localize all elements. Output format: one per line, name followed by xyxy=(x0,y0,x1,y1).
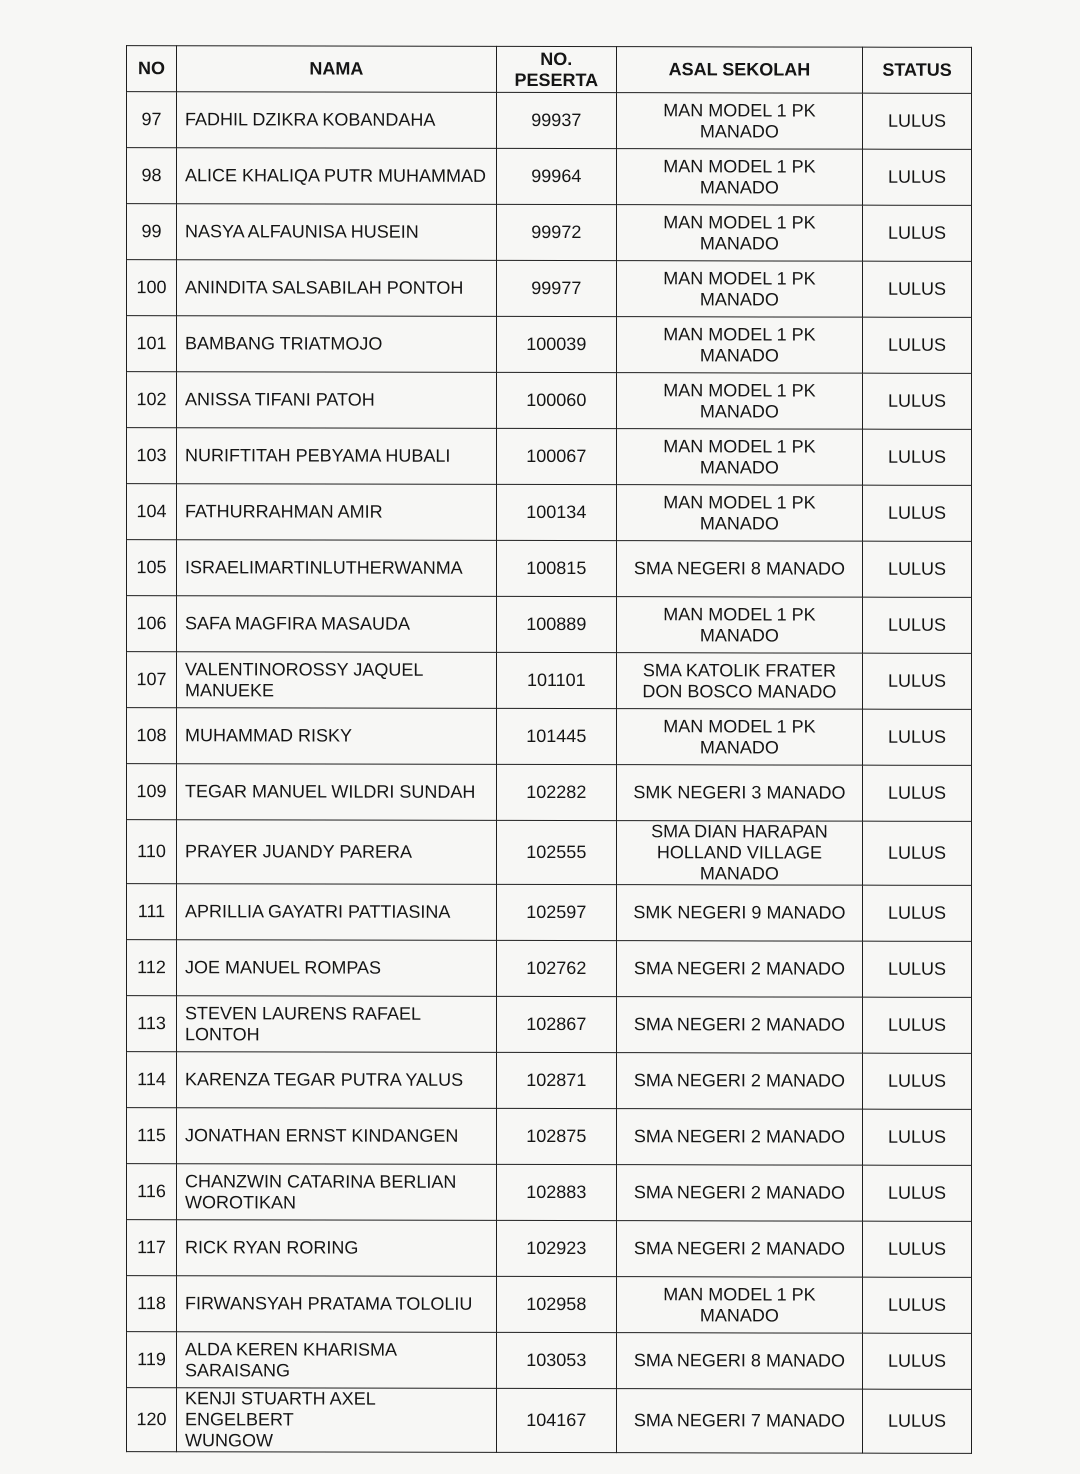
cell-nama-line: LONTOH xyxy=(184,1023,260,1044)
cell-no-peserta: 102555 xyxy=(496,820,616,884)
cell-asal-sekolah-line: MANADO xyxy=(699,624,779,645)
table-row xyxy=(127,1164,972,1222)
cell-no: 109 xyxy=(127,764,177,820)
cell-nama xyxy=(176,1220,496,1277)
cell-nama xyxy=(176,1332,496,1389)
cell-nama-line: NASYA ALFAUNISA HUSEIN xyxy=(184,221,419,242)
cell-nama xyxy=(176,652,496,709)
cell-asal-sekolah xyxy=(616,941,862,998)
cell-no-peserta: 99964 xyxy=(496,148,616,204)
cell-asal-sekolah xyxy=(616,1109,862,1166)
cell-no-peserta: 102597 xyxy=(496,884,616,940)
cell-status: LULUS xyxy=(863,765,972,821)
cell-nama-line: APRILLIA GAYATRI PATTIASINA xyxy=(184,901,451,922)
cell-no-peserta: 99937 xyxy=(496,92,616,148)
cell-no-peserta: 102871 xyxy=(496,1052,616,1108)
cell-asal-sekolah xyxy=(616,709,862,766)
cell-nama-line: SARAISANG xyxy=(184,1359,291,1380)
cell-status: LULUS xyxy=(863,1389,972,1453)
cell-asal-sekolah xyxy=(616,317,862,374)
cell-no: 102 xyxy=(127,372,177,428)
cell-asal-sekolah-line: MAN MODEL 1 PK xyxy=(663,715,816,737)
cell-asal-sekolah xyxy=(616,653,862,710)
cell-status: LULUS xyxy=(863,941,972,997)
cell-asal-sekolah xyxy=(616,1277,862,1334)
cell-asal-sekolah-line: MANADO xyxy=(699,736,779,757)
cell-nama xyxy=(176,820,496,885)
cell-asal-sekolah-line: MAN MODEL 1 PK xyxy=(663,1283,816,1305)
cell-asal-sekolah xyxy=(616,765,862,822)
cell-no: 111 xyxy=(127,884,177,940)
cell-status: LULUS xyxy=(863,1221,972,1277)
table-row xyxy=(127,92,972,150)
cell-no-peserta: 103053 xyxy=(496,1332,616,1388)
table-row xyxy=(127,1388,972,1454)
cell-asal-sekolah-line: HOLLAND VILLAGE xyxy=(656,842,822,863)
cell-asal-sekolah-line: MANADO xyxy=(699,456,779,477)
cell-no: 100 xyxy=(127,260,177,316)
cell-no-peserta: 100815 xyxy=(496,540,616,596)
cell-asal-sekolah-line: MANADO xyxy=(699,400,779,421)
cell-status: LULUS xyxy=(863,821,972,885)
cell-nama xyxy=(176,540,496,597)
cell-asal-sekolah-line: MAN MODEL 1 PK xyxy=(663,435,816,457)
cell-nama-line: SAFA MAGFIRA MASAUDA xyxy=(184,613,411,634)
cell-nama-line: VALENTINOROSSY JAQUEL xyxy=(184,658,424,680)
cell-asal-sekolah-line: SMA NEGERI 7 MANADO xyxy=(633,1410,845,1431)
cell-nama-line: NURIFTITAH PEBYAMA HUBALI xyxy=(184,445,451,466)
cell-nama xyxy=(176,1052,496,1109)
cell-asal-sekolah-line: MAN MODEL 1 PK xyxy=(663,379,816,401)
cell-status: LULUS xyxy=(863,1053,972,1109)
cell-asal-sekolah xyxy=(616,373,862,430)
cell-status: LULUS xyxy=(863,485,972,541)
header-no-peserta xyxy=(496,46,616,92)
cell-nama-line: FIRWANSYAH PRATAMA TOLOLIU xyxy=(184,1293,473,1314)
cell-no: 116 xyxy=(127,1164,177,1220)
cell-no: 103 xyxy=(127,428,177,484)
cell-status: LULUS xyxy=(863,541,972,597)
cell-status: LULUS xyxy=(863,1277,972,1333)
cell-nama-line: MUHAMMAD RISKY xyxy=(184,725,352,746)
cell-no-peserta: 101445 xyxy=(496,708,616,764)
cell-nama xyxy=(176,996,496,1053)
cell-no-peserta: 100039 xyxy=(496,316,616,372)
table-row xyxy=(127,652,972,710)
cell-nama-line: KARENZA TEGAR PUTRA YALUS xyxy=(184,1069,464,1090)
cell-nama-line: ALDA KEREN KHARISMA xyxy=(184,1338,398,1360)
table-row xyxy=(127,996,972,1054)
cell-nama xyxy=(176,1388,496,1453)
cell-nama-line: TEGAR MANUEL WILDRI SUNDAH xyxy=(184,781,476,802)
cell-no-peserta: 102958 xyxy=(496,1276,616,1332)
header-asal-sekolah: ASAL SEKOLAH xyxy=(616,47,862,94)
cell-nama xyxy=(176,1164,496,1221)
cell-nama-line: ANINDITA SALSABILAH PONTOH xyxy=(184,277,464,298)
table-row xyxy=(127,820,972,886)
cell-status: LULUS xyxy=(863,149,972,205)
cell-asal-sekolah-line: MAN MODEL 1 PK xyxy=(663,603,816,625)
cell-asal-sekolah-line: MAN MODEL 1 PK xyxy=(663,99,816,121)
cell-no: 104 xyxy=(127,484,177,540)
cell-nama-line: PRAYER JUANDY PARERA xyxy=(184,841,413,862)
cell-nama-line: RICK RYAN RORING xyxy=(184,1237,359,1258)
cell-no-peserta: 101101 xyxy=(496,652,616,708)
cell-asal-sekolah-line: SMA NEGERI 2 MANADO xyxy=(633,1126,845,1147)
cell-asal-sekolah xyxy=(616,821,862,886)
table-row xyxy=(127,148,972,206)
cell-status: LULUS xyxy=(863,205,972,261)
cell-status: LULUS xyxy=(863,93,972,149)
cell-no: 106 xyxy=(127,596,177,652)
header-no: NO xyxy=(127,46,177,92)
cell-nama-line: FADHIL DZIKRA KOBANDAHA xyxy=(184,109,436,130)
cell-asal-sekolah-line: MAN MODEL 1 PK xyxy=(663,155,816,177)
cell-nama xyxy=(176,484,496,541)
table-row xyxy=(127,1276,972,1334)
cell-asal-sekolah-line: MAN MODEL 1 PK xyxy=(663,323,816,345)
cell-asal-sekolah-line: SMK NEGERI 3 MANADO xyxy=(633,782,846,803)
cell-no: 97 xyxy=(127,92,177,148)
cell-asal-sekolah-line: SMA NEGERI 2 MANADO xyxy=(633,1070,845,1091)
cell-nama-line: JONATHAN ERNST KINDANGEN xyxy=(184,1125,459,1146)
cell-asal-sekolah-line: MANADO xyxy=(699,232,779,253)
table-body xyxy=(127,92,972,1454)
cell-asal-sekolah xyxy=(616,485,862,542)
cell-no: 113 xyxy=(127,996,177,1052)
cell-asal-sekolah-line: SMA NEGERI 2 MANADO xyxy=(633,1182,845,1203)
cell-asal-sekolah xyxy=(616,1221,862,1278)
cell-status: LULUS xyxy=(863,885,972,941)
table-row xyxy=(127,884,972,942)
cell-nama-line: STEVEN LAURENS RAFAEL xyxy=(184,1002,422,1024)
header-no-peserta-line2: PESERTA xyxy=(514,69,599,90)
cell-nama xyxy=(176,148,496,205)
cell-asal-sekolah-line: SMA KATOLIK FRATER xyxy=(642,659,836,681)
cell-asal-sekolah xyxy=(616,149,862,206)
cell-no-peserta: 100060 xyxy=(496,372,616,428)
cell-nama-line: ANISSA TIFANI PATOH xyxy=(184,389,375,410)
cell-no-peserta: 99972 xyxy=(496,204,616,260)
table-row xyxy=(127,764,972,822)
cell-no-peserta: 102282 xyxy=(496,764,616,820)
table-row xyxy=(127,540,972,598)
cell-asal-sekolah xyxy=(616,93,862,150)
cell-status: LULUS xyxy=(863,1109,972,1165)
cell-no: 112 xyxy=(127,940,177,996)
header-nama: NAMA xyxy=(176,46,496,93)
cell-asal-sekolah xyxy=(616,597,862,654)
cell-no: 117 xyxy=(127,1220,177,1276)
cell-no: 108 xyxy=(127,708,177,764)
cell-status: LULUS xyxy=(863,709,972,765)
cell-nama xyxy=(176,92,496,149)
cell-asal-sekolah-line: MANADO xyxy=(699,176,779,197)
cell-nama xyxy=(176,596,496,653)
cell-nama-line: FATHURRAHMAN AMIR xyxy=(184,501,383,522)
cell-asal-sekolah-line: MANADO xyxy=(699,120,779,141)
cell-no-peserta: 99977 xyxy=(496,260,616,316)
cell-asal-sekolah-line: SMA NEGERI 2 MANADO xyxy=(633,958,845,979)
cell-nama xyxy=(176,372,496,429)
header-no-peserta-line1: NO. xyxy=(540,48,573,69)
table-row xyxy=(127,596,972,654)
cell-nama xyxy=(176,260,496,317)
cell-nama-line: CHANZWIN CATARINA BERLIAN xyxy=(184,1170,457,1192)
table-row xyxy=(127,428,972,486)
table-row xyxy=(127,1052,972,1110)
cell-asal-sekolah xyxy=(616,1053,862,1110)
cell-asal-sekolah-line: MANADO xyxy=(699,512,779,533)
cell-no-peserta: 100067 xyxy=(496,428,616,484)
cell-status: LULUS xyxy=(863,429,972,485)
cell-nama xyxy=(176,764,496,821)
cell-no-peserta: 100134 xyxy=(496,484,616,540)
cell-no: 120 xyxy=(127,1388,177,1452)
results-table xyxy=(126,45,972,1454)
cell-asal-sekolah-line: MANADO xyxy=(699,1304,779,1325)
cell-asal-sekolah-line: DON BOSCO MANADO xyxy=(642,680,837,702)
cell-no: 98 xyxy=(127,148,177,204)
table-row xyxy=(127,940,972,998)
table-row xyxy=(127,708,972,766)
cell-nama xyxy=(176,428,496,485)
cell-asal-sekolah-line: MANADO xyxy=(699,344,779,365)
cell-nama xyxy=(176,1108,496,1165)
cell-no-peserta: 102875 xyxy=(496,1108,616,1164)
cell-asal-sekolah xyxy=(616,1333,862,1390)
cell-asal-sekolah xyxy=(616,1165,862,1222)
cell-asal-sekolah-line: MANADO xyxy=(699,288,779,309)
cell-asal-sekolah-line: SMA NEGERI 8 MANADO xyxy=(633,1350,845,1371)
cell-status: LULUS xyxy=(863,317,972,373)
cell-no: 105 xyxy=(127,540,177,596)
cell-no: 115 xyxy=(127,1108,177,1164)
table-row xyxy=(127,1108,972,1166)
cell-no-peserta: 100889 xyxy=(496,596,616,652)
table-row xyxy=(127,316,972,374)
cell-asal-sekolah xyxy=(616,429,862,486)
cell-asal-sekolah-line: SMK NEGERI 9 MANADO xyxy=(633,902,846,923)
table-header-row xyxy=(127,46,972,94)
cell-nama xyxy=(176,316,496,373)
table-row xyxy=(127,484,972,542)
cell-asal-sekolah xyxy=(616,885,862,942)
cell-asal-sekolah xyxy=(616,541,862,598)
cell-nama xyxy=(176,940,496,997)
cell-no: 119 xyxy=(127,1332,177,1388)
table-row xyxy=(127,1332,972,1390)
cell-asal-sekolah-line: SMA NEGERI 8 MANADO xyxy=(633,558,845,579)
cell-no: 101 xyxy=(127,316,177,372)
cell-asal-sekolah xyxy=(616,997,862,1054)
cell-status: LULUS xyxy=(863,373,972,429)
cell-status: LULUS xyxy=(863,597,972,653)
cell-status: LULUS xyxy=(863,997,972,1053)
cell-asal-sekolah xyxy=(616,205,862,262)
cell-no-peserta: 102867 xyxy=(496,996,616,1052)
cell-asal-sekolah-line: MAN MODEL 1 PK xyxy=(663,211,816,233)
cell-no: 110 xyxy=(127,820,177,884)
cell-status: LULUS xyxy=(863,653,972,709)
cell-nama xyxy=(176,884,496,941)
header-status: STATUS xyxy=(863,47,972,93)
cell-no: 99 xyxy=(127,204,177,260)
cell-nama-line: ISRAELIMARTINLUTHERWANMA xyxy=(184,557,463,578)
cell-nama xyxy=(176,204,496,261)
cell-nama-line: JOE MANUEL ROMPAS xyxy=(184,957,382,978)
cell-nama-line: WOROTIKAN xyxy=(184,1191,296,1212)
cell-asal-sekolah-line: SMA NEGERI 2 MANADO xyxy=(633,1014,845,1035)
cell-no: 118 xyxy=(127,1276,177,1332)
cell-nama-line: MANUEKE xyxy=(184,679,274,700)
cell-no-peserta: 102883 xyxy=(496,1164,616,1220)
cell-no: 114 xyxy=(127,1052,177,1108)
cell-status: LULUS xyxy=(863,1165,972,1221)
cell-asal-sekolah-line: MANADO xyxy=(699,863,779,884)
cell-nama-line: BAMBANG TRIATMOJO xyxy=(184,333,383,354)
cell-asal-sekolah xyxy=(616,261,862,318)
cell-asal-sekolah-line: SMA NEGERI 2 MANADO xyxy=(633,1238,845,1259)
cell-nama-line: ALICE KHALIQA PUTR MUHAMMAD xyxy=(184,165,487,186)
table-row xyxy=(127,1220,972,1278)
cell-no: 107 xyxy=(127,652,177,708)
cell-status: LULUS xyxy=(863,1333,972,1389)
table-row xyxy=(127,204,972,262)
cell-nama-line: KENJI STUARTH AXEL ENGELBERT xyxy=(184,1388,376,1430)
table-row xyxy=(127,372,972,430)
cell-asal-sekolah-line: SMA DIAN HARAPAN xyxy=(651,821,828,842)
cell-no-peserta: 102762 xyxy=(496,940,616,996)
cell-no-peserta: 102923 xyxy=(496,1220,616,1276)
cell-asal-sekolah xyxy=(616,1389,862,1454)
cell-nama xyxy=(176,708,496,765)
cell-nama xyxy=(176,1276,496,1333)
cell-asal-sekolah-line: MAN MODEL 1 PK xyxy=(663,491,816,513)
cell-nama-line: WUNGOW xyxy=(184,1430,273,1451)
cell-status: LULUS xyxy=(863,261,972,317)
table-row xyxy=(127,260,972,318)
cell-no-peserta: 104167 xyxy=(496,1388,616,1452)
cell-asal-sekolah-line: MAN MODEL 1 PK xyxy=(663,267,816,289)
